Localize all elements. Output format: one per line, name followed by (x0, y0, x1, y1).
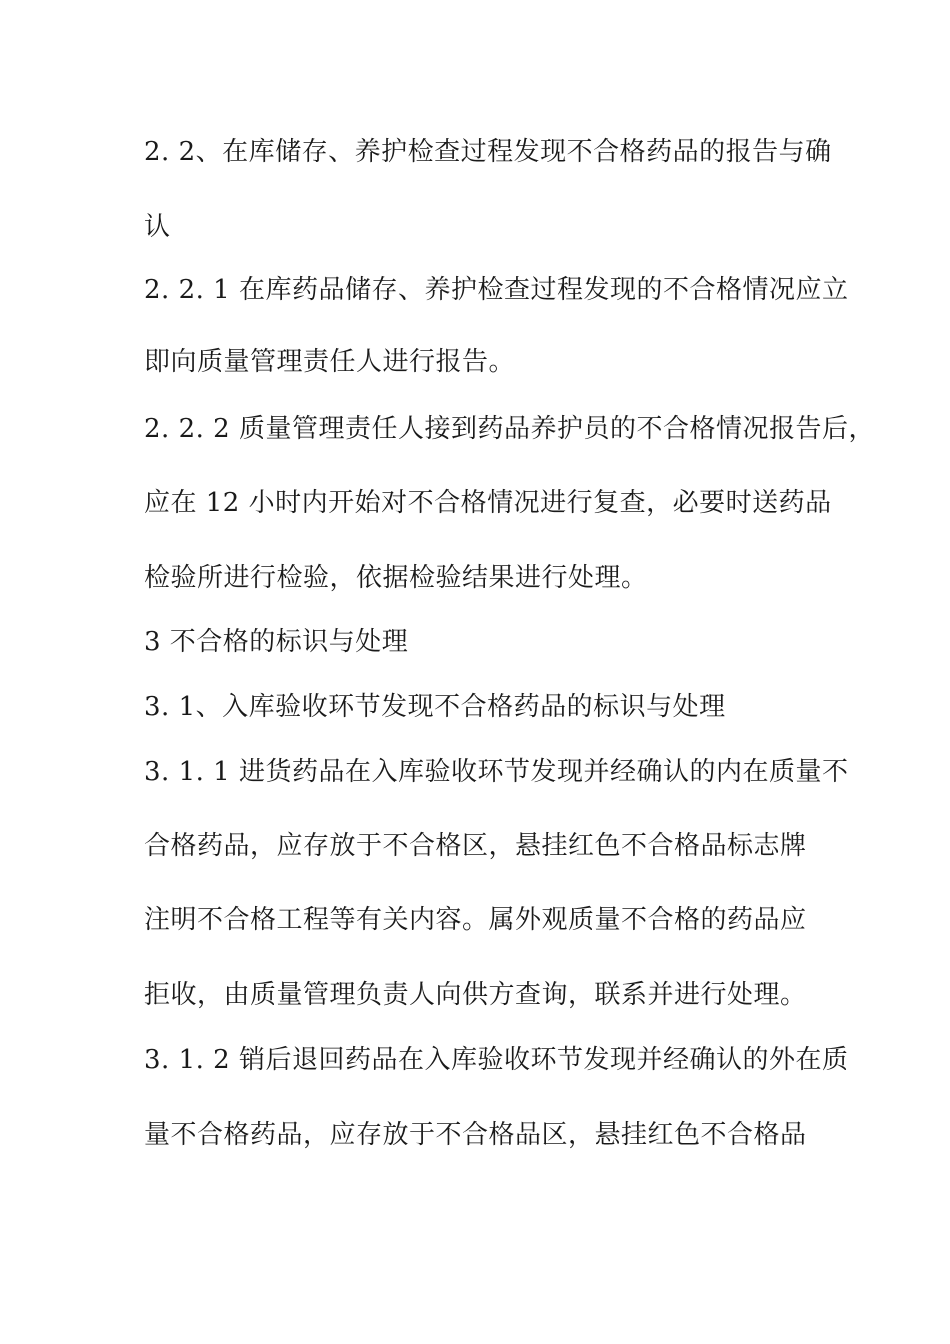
paragraph-line: 合格药品，应存放于不合格区，悬挂红色不合格品标志牌 (144, 831, 807, 861)
paragraph-line: 检验所进行检验，依据检验结果进行处理。 (144, 563, 648, 593)
section-heading-3: 3 不合格的标识与处理 (144, 627, 409, 657)
section-heading-3-1: 3. 1、入库验收环节发现不合格药品的标识与处理 (144, 692, 726, 722)
paragraph-line: 应在 12 小时内开始对不合格情况进行复查，必要时送药品 (144, 488, 832, 518)
paragraph-line: 量不合格药品，应存放于不合格品区，悬挂红色不合格品 (144, 1120, 807, 1150)
paragraph-line: 3. 1. 2 销后退回药品在入库验收环节发现并经确认的外在质 (144, 1045, 849, 1075)
paragraph-line: 2. 2. 1 在库药品储存、养护检查过程发现的不合格情况应立 (144, 275, 849, 305)
paragraph-line: 注明不合格工程等有关内容。属外观质量不合格的药品应 (144, 905, 807, 935)
paragraph-line: 拒收，由质量管理负责人向供方查询，联系并进行处理。 (144, 980, 807, 1010)
paragraph-line: 3. 1. 1 进货药品在入库验收环节发现并经确认的内在质量不 (144, 757, 849, 787)
paragraph-line: 2. 2. 2 质量管理责任人接到药品养护员的不合格情况报告后， (144, 414, 875, 444)
paragraph-line: 即向质量管理责任人进行报告。 (144, 347, 516, 377)
paragraph-line: 认 (144, 212, 171, 242)
section-heading-2-2: 2. 2、在库储存、养护检查过程发现不合格药品的报告与确 (144, 137, 832, 167)
